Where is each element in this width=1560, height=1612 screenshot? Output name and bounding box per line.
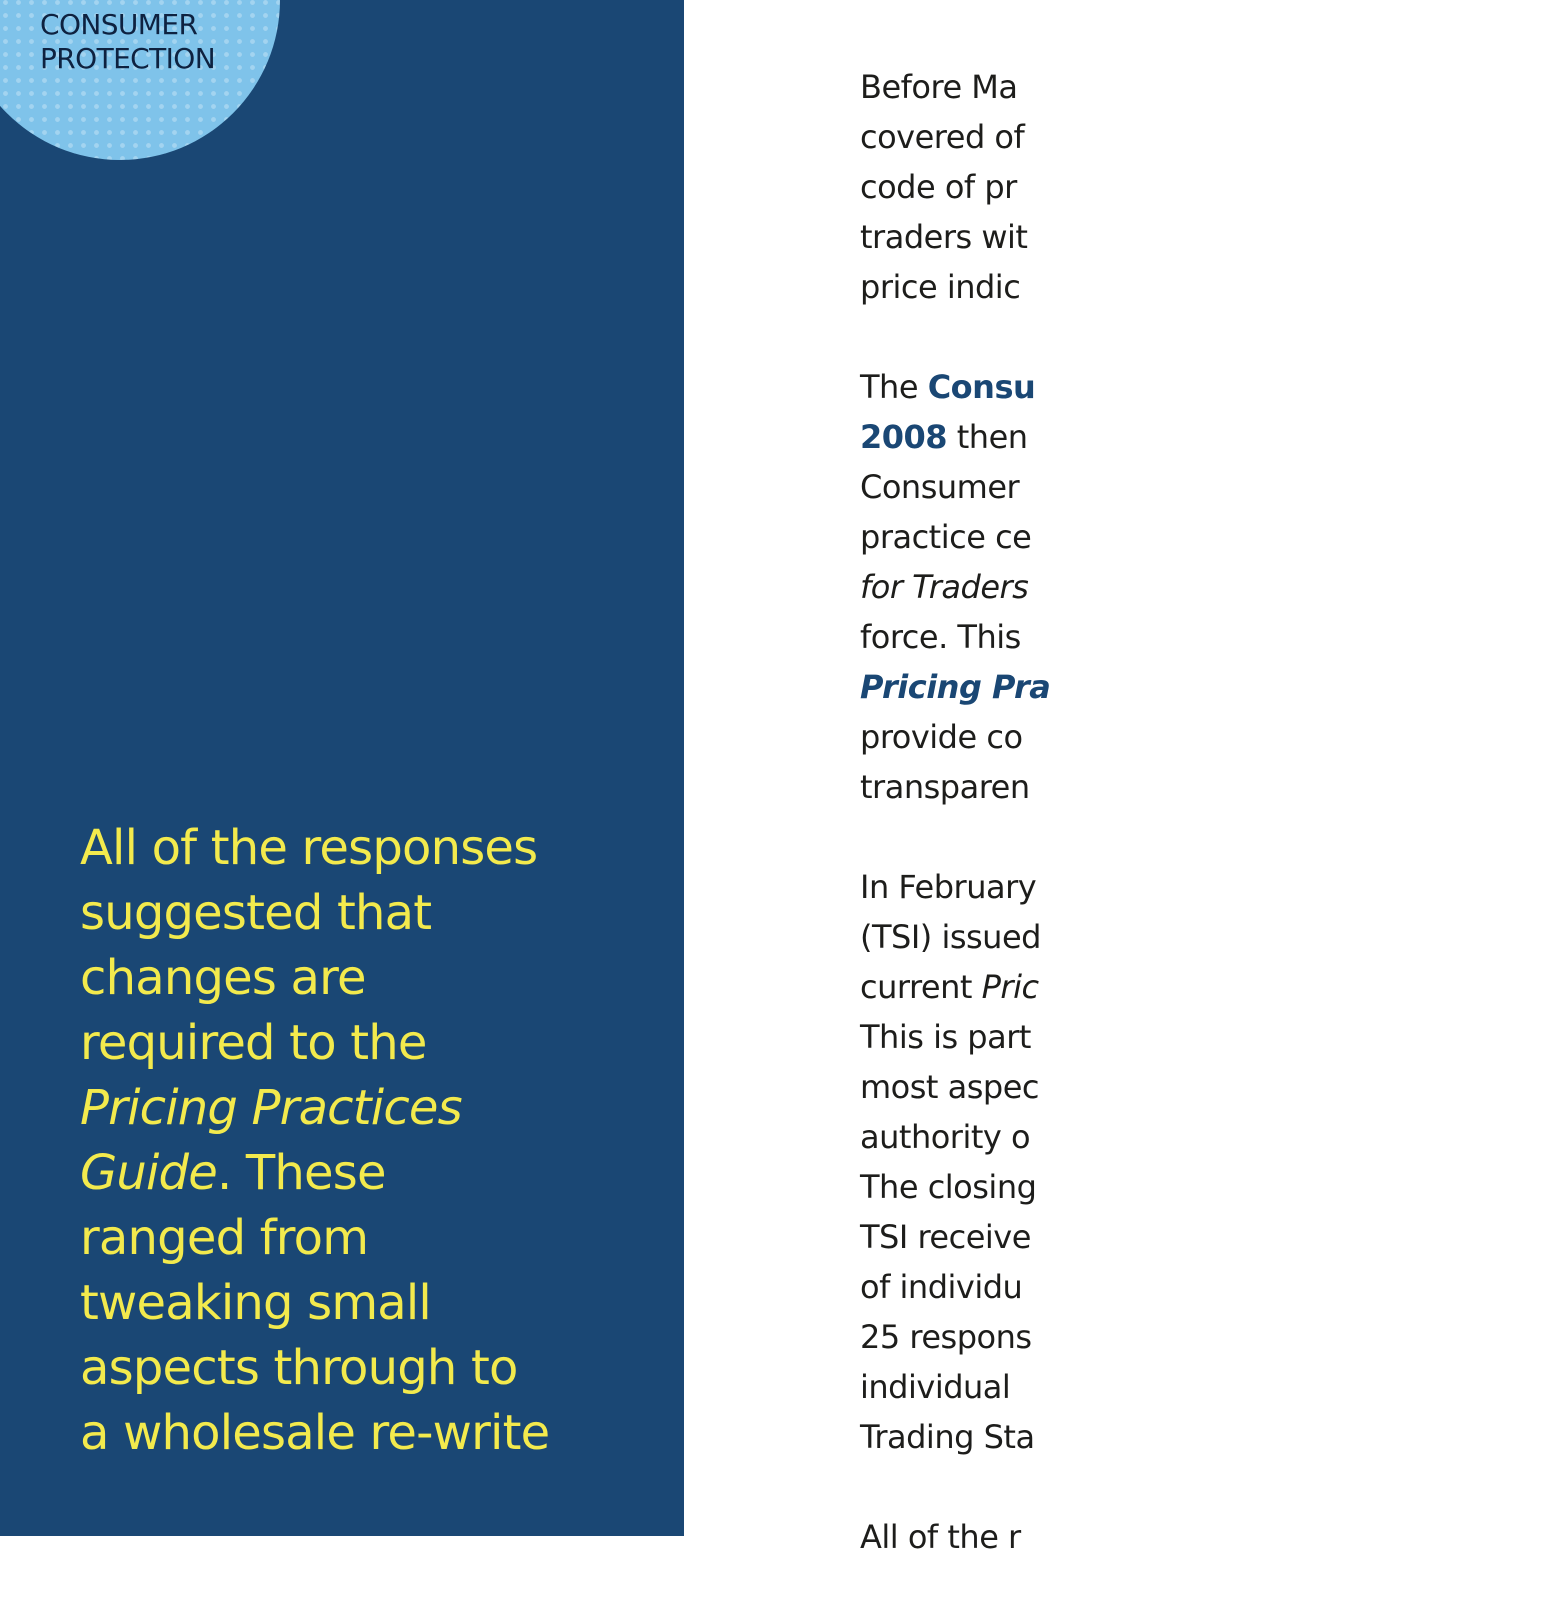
text-line: provide co — [860, 718, 1023, 756]
text-span: The — [860, 368, 928, 406]
section-badge-label — [40, 8, 215, 76]
pricing-guide-link[interactable]: Pricing Pra — [860, 668, 1051, 706]
text-line — [860, 562, 1560, 612]
pull-quote-line: tweaking small — [80, 1275, 431, 1331]
pull-quote-text: . These — [216, 1145, 386, 1201]
pull-quote-line: All of the responses — [80, 820, 538, 876]
pull-quote-title: Guide — [80, 1145, 217, 1201]
paragraph-3 — [860, 862, 1560, 1462]
text-line: of individu — [860, 1268, 1023, 1306]
paragraph-2 — [860, 362, 1560, 812]
text-line: The closing — [860, 1168, 1037, 1206]
guide-title: Pric — [981, 968, 1039, 1006]
text-line: force. This — [860, 618, 1021, 656]
text-line: covered of — [860, 118, 1025, 156]
text-line: This is part — [860, 1018, 1031, 1056]
text-line: authority o — [860, 1118, 1031, 1156]
text-span: then — [947, 418, 1028, 456]
body-text — [860, 62, 1560, 1612]
text-line: Before Ma — [860, 68, 1018, 106]
paragraph-1 — [860, 62, 1560, 312]
regulation-year-link[interactable]: 2008 — [860, 418, 948, 456]
text-line: individual — [860, 1368, 1011, 1406]
text-line — [860, 962, 1560, 1012]
guide-title: for Traders — [860, 568, 1029, 606]
text-line: practice ce — [860, 518, 1032, 556]
pull-quote — [80, 816, 640, 1466]
text-line: All of the r — [860, 1518, 1021, 1556]
text-line: code of pr — [860, 168, 1017, 206]
text-line: 25 respons — [860, 1318, 1032, 1356]
pull-quote-line: ranged from — [80, 1210, 369, 1266]
sidebar-panel — [0, 0, 684, 1536]
text-line: Trading Sta — [860, 1418, 1035, 1456]
text-line: transparen — [860, 768, 1030, 806]
pull-quote-line — [80, 1076, 640, 1141]
text-line: (TSI) issued — [860, 918, 1041, 956]
pull-quote-line: changes are — [80, 950, 366, 1006]
regulation-link[interactable]: Consu — [927, 368, 1036, 406]
text-line — [860, 662, 1560, 712]
pull-quote-title: Pricing Practices — [80, 1080, 462, 1136]
pull-quote-line: suggested that — [80, 885, 432, 941]
text-line: TSI receive — [860, 1218, 1031, 1256]
badge-line-1: CONSUMER — [40, 8, 198, 41]
pull-quote-line: aspects through to — [80, 1340, 518, 1396]
pull-quote-line: a wholesale re-write — [80, 1405, 550, 1461]
text-line: most aspec — [860, 1068, 1040, 1106]
text-span: current — [860, 968, 982, 1006]
pull-quote-line: required to the — [80, 1015, 427, 1071]
text-line: Consumer — [860, 468, 1020, 506]
text-line: price indic — [860, 268, 1021, 306]
text-line — [860, 362, 1560, 412]
text-line: traders wit — [860, 218, 1028, 256]
text-line — [860, 412, 1560, 462]
text-line: In February — [860, 868, 1037, 906]
pull-quote-line — [80, 1141, 640, 1206]
paragraph-4 — [860, 1512, 1560, 1562]
badge-line-2: PROTECTION — [40, 42, 216, 75]
